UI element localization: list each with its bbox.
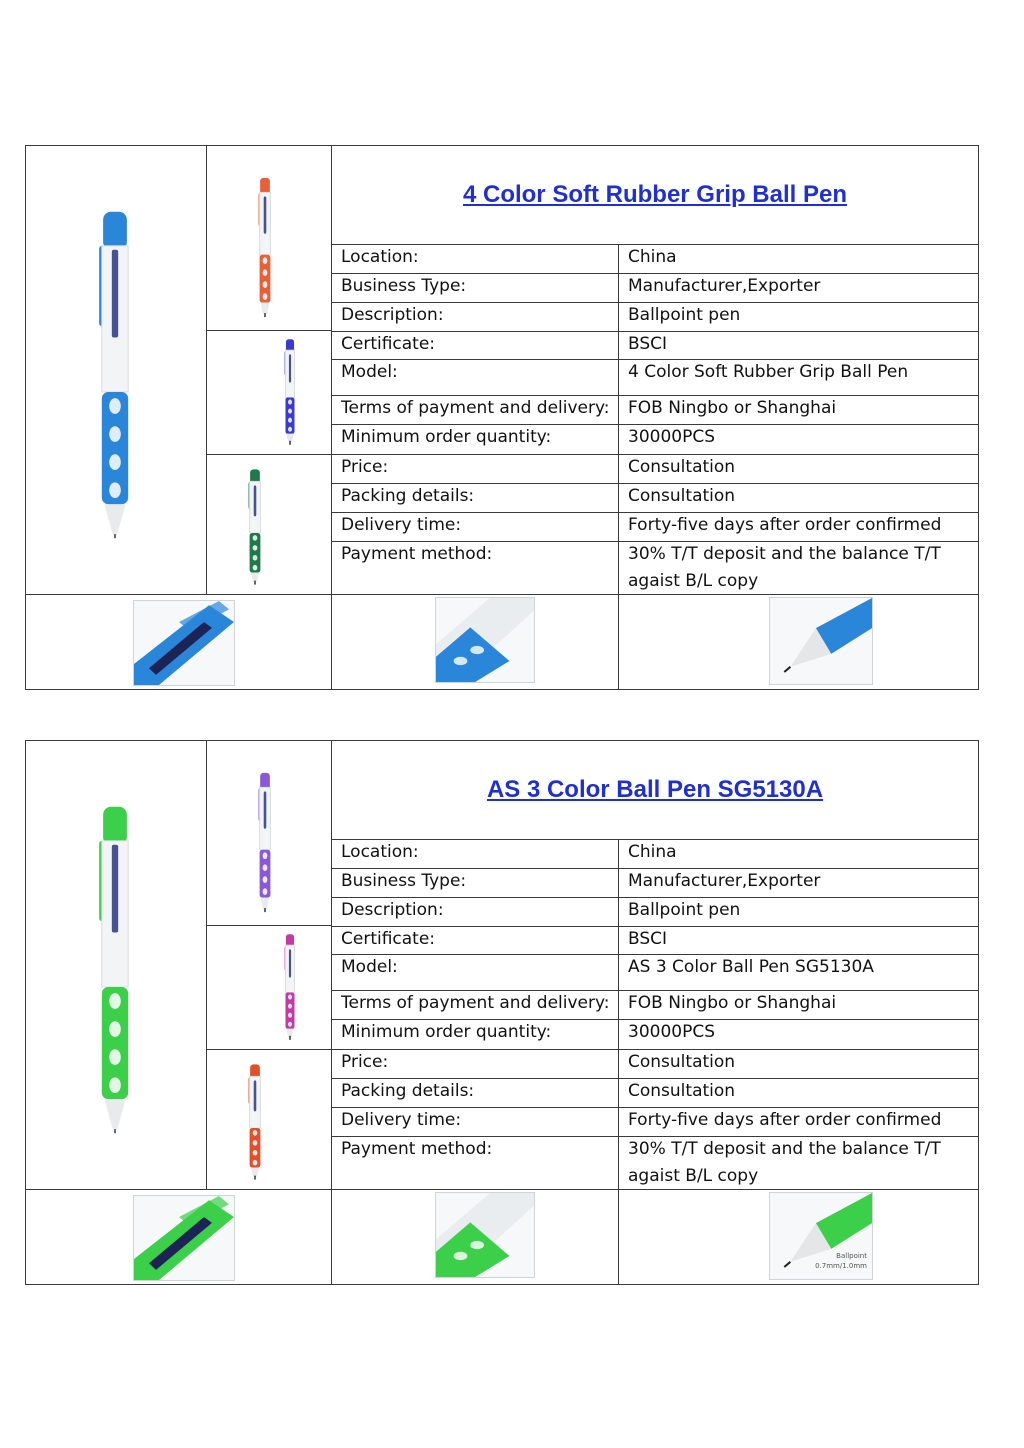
spec-label: Payment method: (341, 544, 493, 564)
detail-image-tip (769, 1192, 873, 1280)
detail-image-clip (133, 600, 235, 686)
spec-label: Minimum order quantity: (341, 427, 552, 447)
product-title[interactable]: AS 3 Color Ball Pen SG5130A (486, 775, 824, 803)
spec-label: Description: (341, 305, 444, 325)
detail-caption: 0.7mm/1.0mm (815, 1262, 867, 1270)
spec-value: Consultation (628, 486, 736, 506)
spec-label: Business Type: (341, 276, 467, 296)
spec-value: 30000PCS (628, 1022, 715, 1042)
detail-caption: Ballpoint (836, 1252, 867, 1260)
spec-label: Price: (341, 457, 389, 477)
spec-label: Description: (341, 900, 444, 920)
spec-value: China (628, 842, 677, 862)
spec-value: Manufacturer,Exporter (628, 871, 821, 891)
spec-label: Payment method: (341, 1139, 493, 1159)
detail-image-grip (435, 1192, 535, 1278)
spec-label: Certificate: (341, 929, 436, 949)
spec-label: Terms of payment and delivery: (341, 993, 610, 1013)
main-product-image (55, 800, 175, 1140)
spec-value: FOB Ningbo or Shanghai (628, 398, 837, 418)
spec-value: 4 Color Soft Rubber Grip Ball Pen (628, 362, 909, 382)
pen-thumbnail-1 (235, 770, 295, 915)
spec-value: Consultation (628, 1081, 736, 1101)
product-table-2 (25, 740, 979, 1285)
spec-label: Price: (341, 1052, 389, 1072)
spec-value: Forty-five days after order confirmed (628, 515, 942, 535)
spec-label: Business Type: (341, 871, 467, 891)
spec-label: Location: (341, 247, 419, 267)
spec-value: 30% T/T deposit and the balance T/T agaist B/L copy (628, 1139, 941, 1186)
spec-value: FOB Ningbo or Shanghai (628, 993, 837, 1013)
spec-label: Model: (341, 957, 398, 977)
pen-thumbnail-2 (265, 337, 315, 447)
pen-thumbnail-3 (225, 1062, 285, 1182)
spec-value: BSCI (628, 334, 668, 354)
spec-label: Model: (341, 362, 398, 382)
spec-value: Ballpoint pen (628, 305, 741, 325)
spec-label: Minimum order quantity: (341, 1022, 552, 1042)
spec-value: Manufacturer,Exporter (628, 276, 821, 296)
spec-value: BSCI (628, 929, 668, 949)
product-title[interactable]: 4 Color Soft Rubber Grip Ball Pen (462, 180, 848, 208)
spec-label: Location: (341, 842, 419, 862)
pen-thumbnail-2 (265, 932, 315, 1042)
detail-image-tip (769, 597, 873, 685)
spec-label: Terms of payment and delivery: (341, 398, 610, 418)
spec-value: Ballpoint pen (628, 900, 741, 920)
spec-label: Packing details: (341, 1081, 475, 1101)
spec-value: Consultation (628, 1052, 736, 1072)
spec-label: Certificate: (341, 334, 436, 354)
spec-value: Forty-five days after order confirmed (628, 1110, 942, 1130)
spec-value: AS 3 Color Ball Pen SG5130A (628, 957, 874, 977)
main-product-image (55, 205, 175, 545)
product-table-1 (25, 145, 979, 690)
pen-thumbnail-3 (225, 467, 285, 587)
spec-value: 30% T/T deposit and the balance T/T agaist B/L copy (628, 544, 941, 591)
spec-value: China (628, 247, 677, 267)
pen-thumbnail-1 (235, 175, 295, 320)
detail-image-clip (133, 1195, 235, 1281)
detail-image-grip (435, 597, 535, 683)
spec-label: Delivery time: (341, 515, 462, 535)
spec-label: Delivery time: (341, 1110, 462, 1130)
spec-value: 30000PCS (628, 427, 715, 447)
spec-value: Consultation (628, 457, 736, 477)
spec-label: Packing details: (341, 486, 475, 506)
